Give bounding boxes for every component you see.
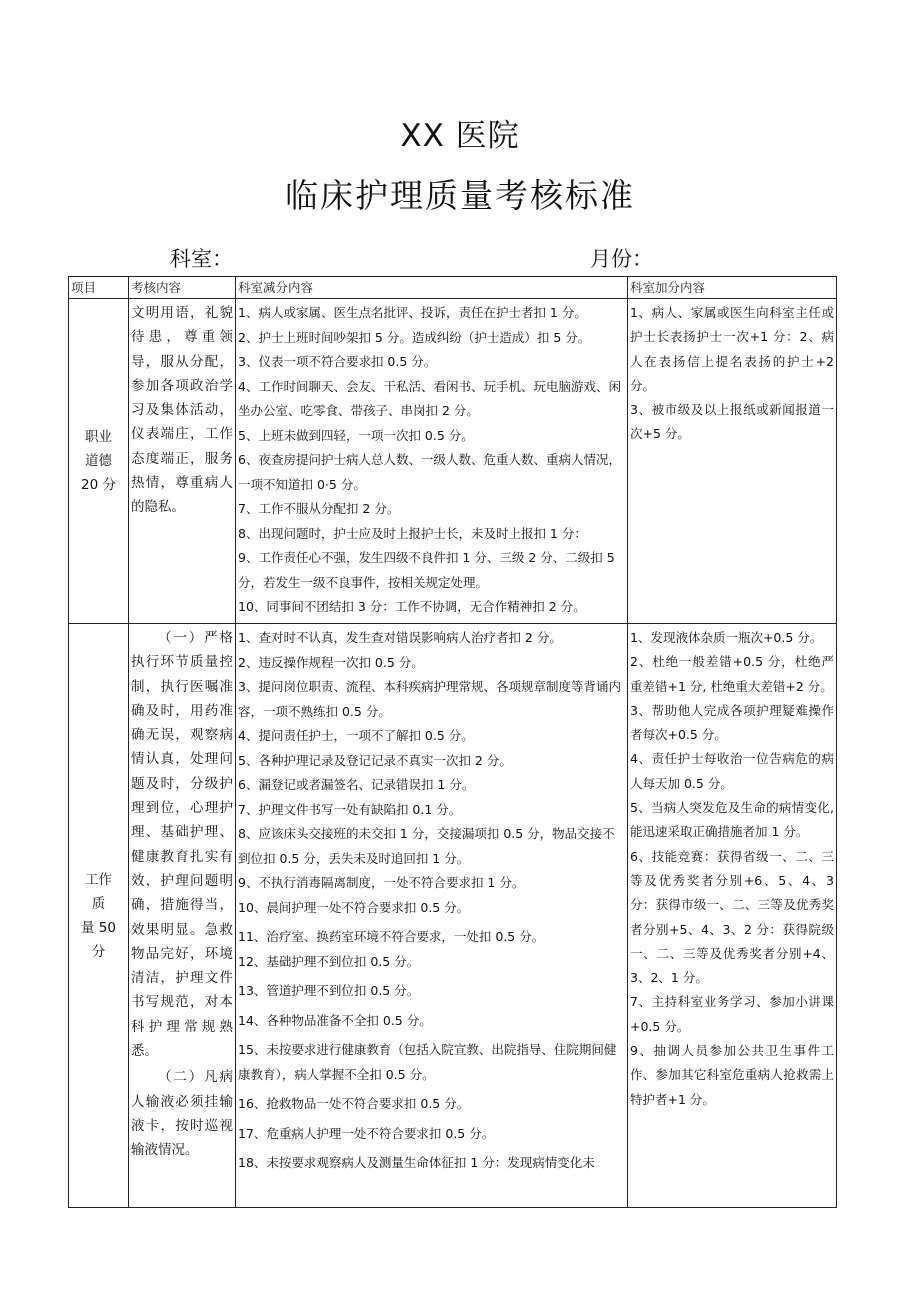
additions-cell bbox=[628, 299, 837, 624]
table-header-row bbox=[69, 277, 837, 299]
table-row-work-quality bbox=[69, 624, 837, 1208]
additions-cell bbox=[628, 624, 837, 1208]
deduction-item: 17、危重病人护理一处不符合要求扣 0.5 分。 bbox=[238, 1125, 495, 1141]
deduction-item: 4、工作时间聊天、会友、干私活、看闲书、玩手机、玩电脑游戏、闲坐办公室、吃零食、带孩子、串岗扣 2 分。 bbox=[238, 378, 621, 418]
deduction-item: 14、各种物品准备不全扣 0.5 分。 bbox=[238, 1012, 432, 1028]
deduction-item: 10、晨间护理一处不符合要求扣 0.5 分。 bbox=[238, 899, 470, 915]
addition-item: 5、当病人突发危及生命的病情变化,能迅速采取正确措施者加 1 分。 bbox=[630, 800, 834, 840]
deduction-item: 10、同事间不团结扣 3 分：工作不协调，无合作精神扣 2 分。 bbox=[238, 599, 586, 614]
deduction-item: 2、护士上班时间吵架扣 5 分。造成纠纷（护士造成）扣 5 分。 bbox=[238, 329, 591, 345]
addition-item: 2、杜绝一般差错+0.5 分，杜绝严重差错+1 分, 杜绝重大差错+2 分。 bbox=[630, 654, 834, 694]
deduction-item: 1、病人或家属、医生点名批评、投诉，责任在护士者扣 1 分。 bbox=[238, 305, 587, 320]
addition-item: 4、责任护士每收治一位告病危的病人每天加 0.5 分。 bbox=[630, 751, 834, 791]
deduction-item: 6、夜查房提问护士病人总人数、一级人数、危重人数、重病人情况，一项不知道扣 0·5 分。 bbox=[238, 452, 621, 492]
month-label: 月份： bbox=[590, 247, 653, 271]
deduction-item: 4、提问责任护士，一项不了解扣 0.5 分。 bbox=[238, 728, 474, 743]
content-paragraph: （一）严格执行环节质量控制，执行医嘱准确及时，用药准确无误，观察病情认真，处理问题及时，分级护理到位，心理护理、基础护理、健康教育扎实有效，护理问题明确，措施得当，效果明显。急救物品完好，环境清洁，护理文件书写规范，对本科护理常规熟悉。 bbox=[131, 630, 233, 1060]
addition-item: 3、帮助他人完成各项护理疑难操作者每次+0.5 分。 bbox=[630, 702, 834, 743]
assessment-content-cell bbox=[129, 299, 236, 624]
deduction-item: 8、应该床头交接班的未交扣 1 分，交接漏项扣 0.5 分，物品交接不到位扣 0.5 分，丢失未及时追回扣 1 分。 bbox=[238, 826, 615, 866]
column-header-additions: 科室加分内容 bbox=[628, 277, 837, 299]
deduction-item: 3、提问岗位职责、流程、本科疾病护理常规、各项规章制度等背诵内容，一项不熟练扣 0.5 分。 bbox=[238, 679, 621, 719]
deduction-item: 5、上班未做到四轻，一项一次扣 0.5 分。 bbox=[238, 427, 474, 443]
deduction-item: 2、违反操作规程一次扣 0.5 分。 bbox=[238, 654, 424, 670]
column-header-project: 项目 bbox=[69, 277, 129, 299]
document-title: 临床护理质量考核标准 bbox=[285, 176, 635, 215]
project-label-line: 量 50 bbox=[81, 919, 116, 936]
table-row-ethics bbox=[69, 299, 837, 624]
deduction-item: 16、抢救物品一处不符合要求扣 0.5 分。 bbox=[238, 1096, 470, 1111]
deduction-item: 9、不执行消毒隔离制度，一处不符合要求扣 1 分。 bbox=[238, 875, 525, 890]
project-label-line: 道德 bbox=[85, 453, 112, 469]
project-label-line: 工作 bbox=[85, 871, 112, 888]
deductions-cell bbox=[236, 624, 628, 1208]
deduction-item: 5、各种护理记录及登记记录不真实一次扣 2 分。 bbox=[238, 752, 512, 768]
deduction-item: 8、出现问题时，护士应及时上报护士长，未及时上报扣 1 分： bbox=[238, 525, 587, 541]
addition-item: 1、病人、家属或医生向科室主任或护士长表扬护士一次+1 分：2、病人在表扬信上提名表扬的护士+2 分。 bbox=[630, 305, 834, 393]
deduction-item: 6、漏登记或者漏签名、记录错误扣 1 分。 bbox=[238, 777, 475, 792]
addition-item: 9、抽调人员参加公共卫生事件工作、参加其它科室危重病人抢救需上特护者+1 分。 bbox=[630, 1043, 834, 1107]
department-label: 科室： bbox=[170, 247, 233, 271]
addition-item: 6、技能竞赛：获得省级一、二、三等及优秀奖者分别+6、5、4、3 分：获得市级一、二、三等及优秀奖者分别+5、4、3、2 分：获得院级一、二、三等及优秀奖者分别+4、3、2、1 分。 bbox=[630, 848, 834, 986]
addition-item: 7、主持科室业务学习、参加小讲课+0.5 分。 bbox=[630, 994, 834, 1034]
deduction-item: 9、工作责任心不强，发生四级不良件扣 1 分、三级 2 分、二级扣 5 分，若发生一级不良事件，按相关规定处理。 bbox=[238, 550, 615, 590]
content-paragraph: （二）凡病人输液必须挂输液卡，按时巡视输液情况。 bbox=[131, 1069, 233, 1159]
deduction-item: 12、基础护理不到位扣 0.5 分。 bbox=[238, 953, 420, 969]
deduction-item: 3、仪表一项不符合要求扣 0.5 分。 bbox=[238, 354, 437, 369]
assessment-content-cell bbox=[129, 624, 236, 1208]
deduction-item: 13、管道护理不到位扣 0.5 分。 bbox=[238, 983, 420, 998]
addition-item: 1、发现液体杂质一瓶次+0.5 分。 bbox=[630, 630, 823, 645]
project-label-line: 职业 bbox=[85, 429, 112, 445]
project-label-line: 分 bbox=[91, 943, 106, 960]
deduction-item: 18、未按要求观察病人及测量生命体征扣 1 分：发现病情变化未 bbox=[238, 1155, 595, 1170]
column-header-deductions: 科室减分内容 bbox=[236, 277, 628, 299]
deduction-item: 15、未按要求进行健康教育（包括入院宣教、出院指导、住院期间健康教育），病人掌握不全扣 0.5 分。 bbox=[238, 1042, 617, 1082]
assessment-table bbox=[68, 276, 837, 1208]
deduction-item: 7、工作不服从分配扣 2 分。 bbox=[238, 501, 400, 516]
hospital-name: XX 医院 bbox=[400, 118, 520, 154]
deduction-item: 11、治疗室、换药室环境不符合要求，一处扣 0.5 分。 bbox=[238, 929, 545, 944]
deduction-item: 1、查对时不认真，发生查对错误影响病人治疗者扣 2 分。 bbox=[238, 630, 562, 645]
project-label-line: 20 分 bbox=[81, 477, 116, 493]
project-cell bbox=[69, 299, 129, 624]
project-label-line: 质 bbox=[91, 895, 106, 912]
addition-item: 3、被市级及以上报纸或新闻报道一次+5 分。 bbox=[630, 402, 834, 442]
deduction-item: 7、护理文件书写一处有缺陷扣 0.1 分。 bbox=[238, 801, 462, 817]
content-paragraph: 文明用语，礼貌待患，尊重领导，服从分配，参加各项政治学习及集体活动，仪表端庄，工作态度端正，服务热情，尊重病人的隐私。 bbox=[131, 305, 233, 516]
deductions-cell bbox=[236, 299, 628, 624]
project-cell bbox=[69, 624, 129, 1208]
column-header-content: 考核内容 bbox=[129, 277, 236, 299]
